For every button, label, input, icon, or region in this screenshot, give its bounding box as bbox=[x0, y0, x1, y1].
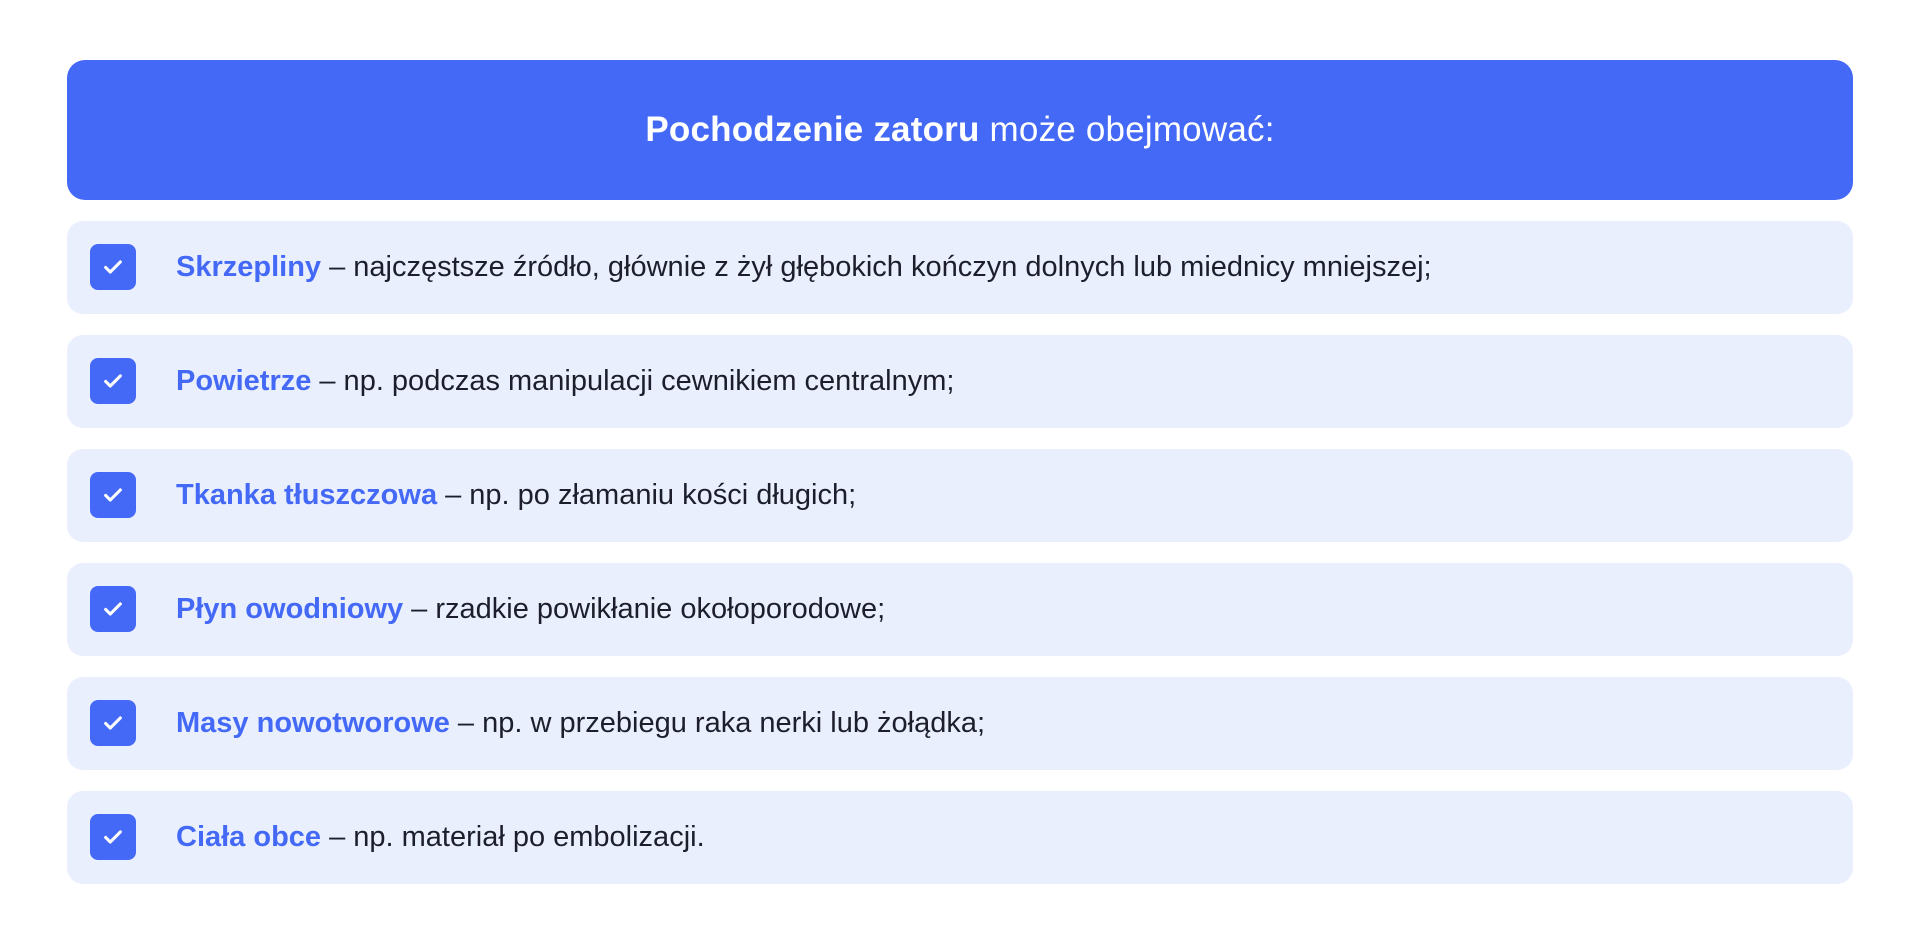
list-item bbox=[67, 449, 1853, 542]
list-item bbox=[67, 563, 1853, 656]
list-item-description: – np. materiał po embolizacji. bbox=[329, 821, 705, 853]
checkbox-checked-icon bbox=[90, 814, 136, 860]
list-item-term: Ciała obce bbox=[176, 821, 322, 853]
item-list bbox=[67, 221, 1853, 905]
list-item-text bbox=[176, 563, 885, 656]
list-item bbox=[67, 791, 1853, 884]
list-item-description: – np. w przebiegu raka nerki lub żołądka; bbox=[457, 707, 986, 739]
list-item bbox=[67, 677, 1853, 770]
list-item bbox=[67, 221, 1853, 314]
list-item bbox=[67, 335, 1853, 428]
list-item-term: Skrzepliny bbox=[176, 251, 322, 283]
checkbox-checked-icon bbox=[90, 472, 136, 518]
list-item-term: Powietrze bbox=[176, 365, 312, 397]
list-item-text bbox=[176, 221, 1432, 314]
list-item-term: Tkanka tłuszczowa bbox=[176, 479, 438, 511]
checkbox-checked-icon bbox=[90, 358, 136, 404]
list-item-term: Masy nowotworowe bbox=[176, 707, 450, 739]
checkbox-checked-icon bbox=[90, 244, 136, 290]
list-item-text bbox=[176, 791, 705, 884]
header-title-rest: może obejmować: bbox=[989, 110, 1275, 149]
checkbox-checked-icon bbox=[90, 700, 136, 746]
list-item-description: – najczęstsze źródło, głównie z żył głębokich kończyn dolnych lub miednicy mniejszej; bbox=[329, 251, 1432, 283]
list-item-text bbox=[176, 335, 954, 428]
list-item-description: – rzadkie powikłanie okołoporodowe; bbox=[411, 593, 886, 625]
list-item-description: – np. po złamaniu kości długich; bbox=[445, 479, 857, 511]
list-item-text bbox=[176, 677, 985, 770]
list-item-description: – np. podczas manipulacji cewnikiem centralnym; bbox=[319, 365, 955, 397]
list-item-term: Płyn owodniowy bbox=[176, 593, 404, 625]
checkbox-checked-icon bbox=[90, 586, 136, 632]
list-item-text bbox=[176, 449, 856, 542]
header-title-bold: Pochodzenie zatoru bbox=[645, 110, 980, 149]
header-banner bbox=[67, 60, 1853, 200]
